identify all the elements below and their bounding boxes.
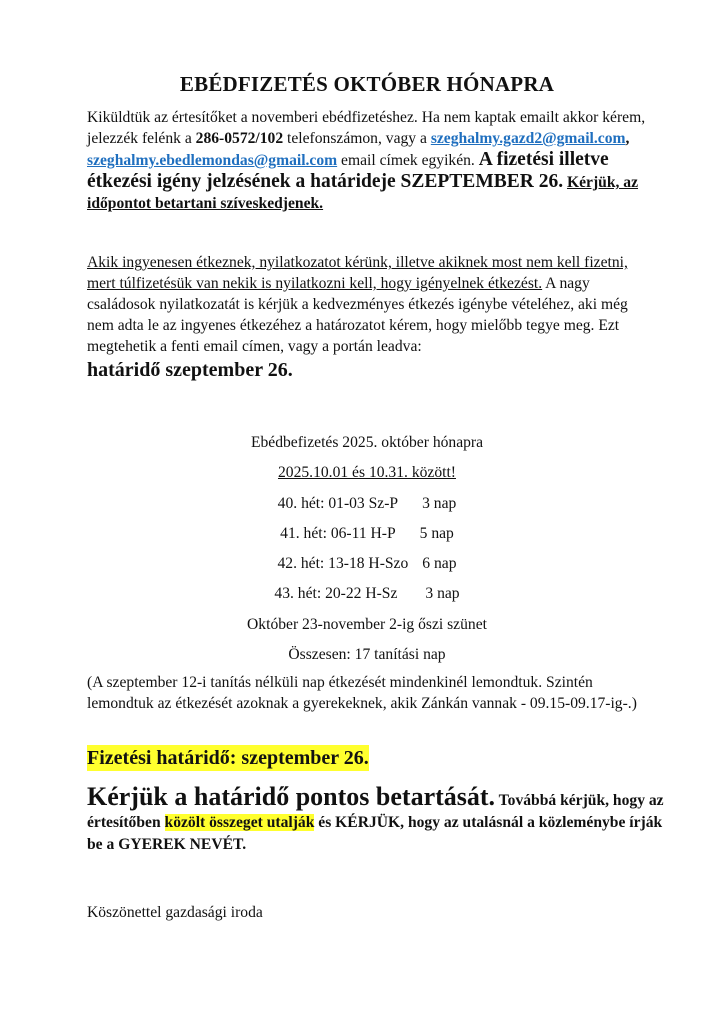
week-row: [87, 519, 647, 549]
week-row: [87, 549, 647, 579]
declaration-text: A nagy családosok nyilatkozatát is kérjük a kedvezményes étkezés igénybe vételéhez, aki még nem adta le az ingyenes étkezéhez a határozatot kérem, hogy mielőbb tegye meg. Ezt megtehetik a fenti email címen, vagy a portán leadva:: [87, 275, 628, 355]
week-label: 41. hét: 06-11 H-P: [280, 524, 396, 542]
total-days: Összesen: 17 tanítási nap: [288, 646, 446, 664]
final-emphasis: Kérjük a határidő pontos betartását.: [87, 782, 496, 811]
schedule-block: [87, 428, 647, 670]
week-days: 5 nap: [419, 524, 454, 542]
week-row: [87, 579, 647, 609]
schedule-heading: Ebédbefizetés 2025. október hónapra: [250, 434, 484, 451]
payment-deadline: Fizetési határidő: szeptember 26.: [87, 747, 369, 769]
deadline-statement: A fizetési illetve étkezési igény jelzésének a határideje SZEPTEMBER 26.: [87, 149, 609, 192]
cancellation-note: (A szeptember 12-i tanítás nélküli nap étkezését mindenkinél lemondtuk. Szintén lemondtuk az étkezését azoknak a gyerekeknek, akik Zánkán vannak - 09.15-09.17-ig-.): [87, 674, 637, 712]
final-text: Továbbá kérjük, hogy az értesítőben: [87, 792, 664, 831]
schedule-range: 2025.10.01 és 10.31. között!: [277, 464, 456, 482]
declaration-deadline: határidő szeptember 26.: [87, 359, 293, 381]
highlighted-amount-text: közölt összeget utalják: [164, 814, 315, 831]
week-days: 3 nap: [422, 494, 457, 512]
page-title: EBÉDFIZETÉS OKTÓBER HÓNAPRA: [179, 72, 555, 96]
intro-text: Kiküldtük az értesítőket a novemberi ebédfizetéshez. Ha nem kaptak emailt akkor kérem, jelezzék felénk a: [87, 109, 646, 147]
autumn-break: Október 23-november 2-ig őszi szünet: [247, 615, 487, 633]
week-label: 42. hét: 13-18 H-Szo: [277, 555, 409, 573]
week-row: [87, 489, 647, 519]
signature: Köszönettel gazdasági iroda: [87, 904, 263, 921]
intro-text: email címek egyikén.: [337, 152, 479, 169]
final-paragraph: [87, 782, 667, 856]
email-link-gazd2[interactable]: szeghalmy.gazd2@gmail.com: [430, 130, 626, 147]
email-link-ebedlemondas[interactable]: szeghalmy.ebedlemondas@gmail.com: [87, 152, 338, 169]
final-text: és KÉRJÜK, hogy az utalásnál a közleménybe írják be a GYEREK NEVÉT.: [87, 814, 663, 853]
declaration-underlined: Akik ingyenesen étkeznek, nyilatkozatot kérünk, illetve akiknek most nem kell fizetni, mert túlfizetésük van nekik is nyilatkozni kell, hogy igényelnek étkezést.: [87, 254, 628, 292]
week-days: 6 nap: [422, 555, 457, 573]
week-label: 43. hét: 20-22 H-Sz: [274, 585, 398, 603]
week-days: 3 nap: [425, 585, 460, 603]
request-text: Kérjük, az időpontot betartani szíveskedjenek.: [87, 174, 639, 212]
email-separator: ,: [625, 130, 630, 147]
intro-text: telefonszámon, vagy a: [283, 130, 431, 147]
intro-paragraph: [87, 107, 652, 214]
declaration-paragraph: [87, 252, 657, 383]
phone-number: 286-0572/102: [195, 130, 284, 147]
week-label: 40. hét: 01-03 Sz-P: [277, 494, 399, 512]
